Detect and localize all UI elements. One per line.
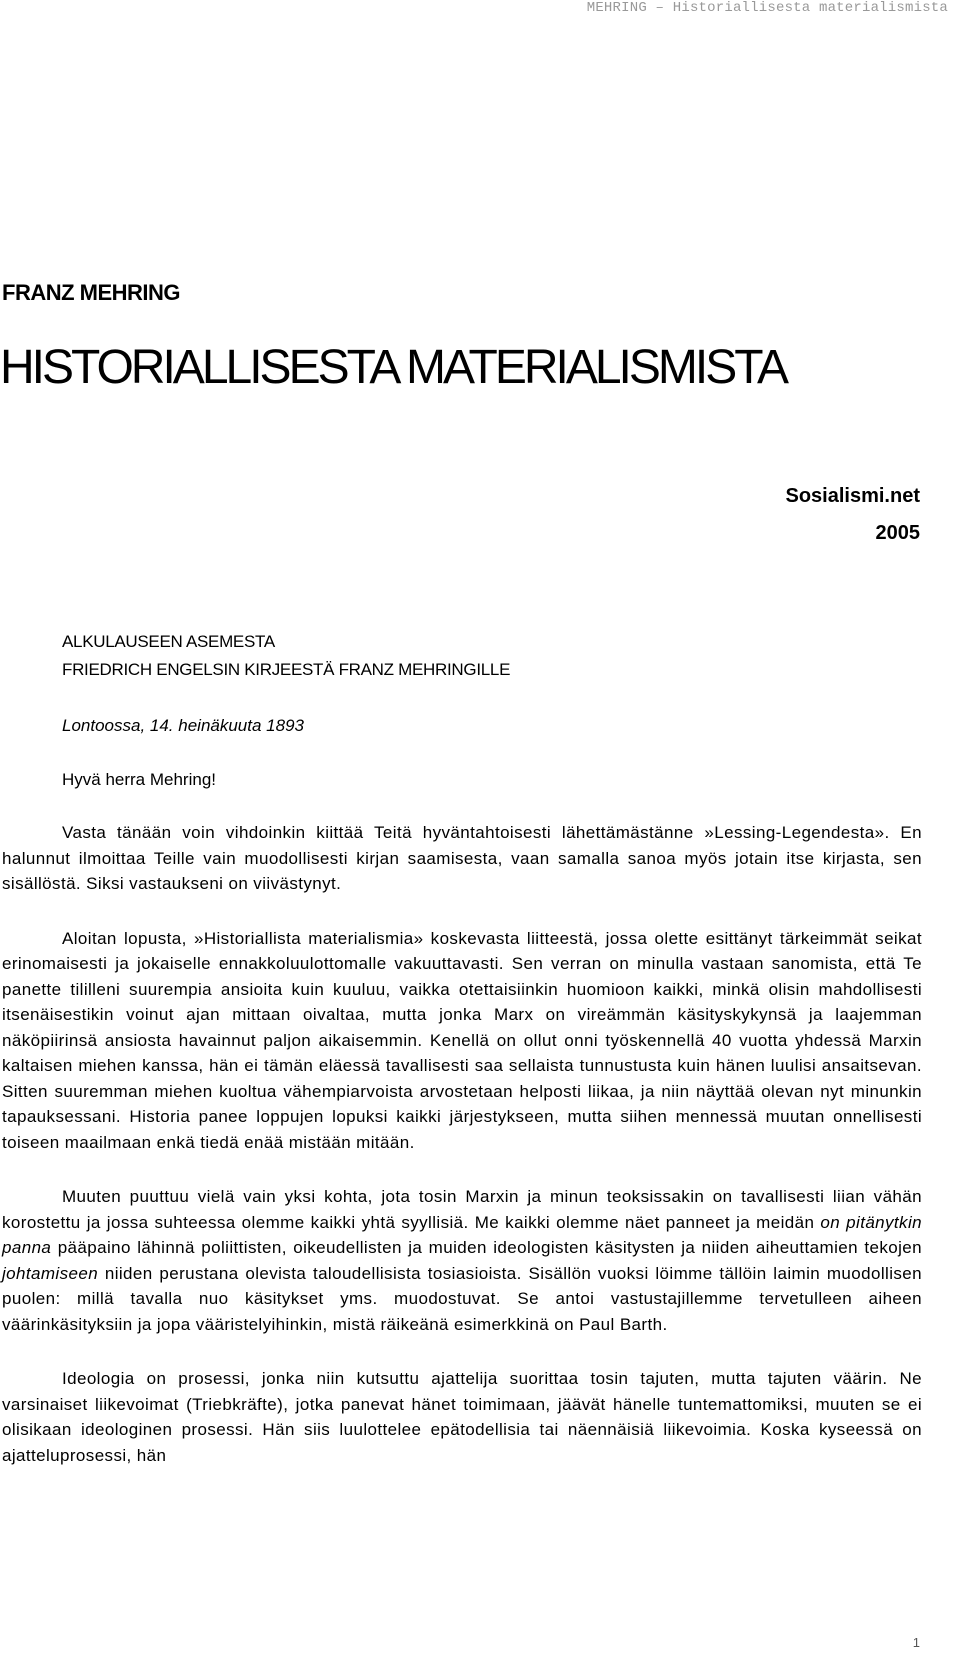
section-subheading: FRIEDRICH ENGELSIN KIRJEESTÄ FRANZ MEHRINGILLE — [62, 660, 511, 679]
paragraph-3 — [2, 1184, 922, 1337]
paragraph-2: Aloitan lopusta, »Historiallista materialismia» koskevasta liitteestä, jossa olette esittänyt tärkeimmät seikat erinomaisesti ja jokaiselle ennakkoluulottomalle vakuuttavasti. Sen verran on minulla vastaan sanomista, että Te panette tililleni suurempia ansioita kuin kuuluu, vaikka otettaisiinkin huomioon kaikki, minkä olisin mahdollisesti itsenäisestikin voinut ajan mittaan oivaltaa, mutta jonka Marx on vireämmän käsityskykynsä ja laajemman näköpiirinsä ansiosta havainnut paljon aikaisemmin. Kenellä on ollut onni työskennellä 40 vuotta yhdessä Marxin kaltaisen miehen kanssa, hän ei tämän eläessä tavallisesti saa sellaista tunnustusta kuin hänen luulisi ansaitsevan. Sitten suuremman miehen kuoltua vähempiarvoista arvostetaan helposti liikaa, ja niin näyttää olevan nyt minunkin tapauksessani. Historia panee loppujen lopuksi kaikki järjestykseen, mutta siihen mennessä muutan onnellisesti toiseen maailmaan enkä tiedä enää mistään mitään. — [2, 928, 922, 1152]
paragraph-3-emphasis-2: johtamiseen — [2, 1263, 99, 1283]
paragraph-3-text-c: niiden perustana olevista taloudellisista tosiasioista. Sisällön vuoksi löimme tällöin laimin muodollisen puolen: millä tavalla nuo käsitykset yms. muodostuvat. Se antoi vastustajillemme tervetulleen aiheen väärinkäsityksiin ja jopa vääristelyihinkin, mistä räikeänä esimerkkinä on Paul Barth. — [2, 1263, 922, 1334]
document-title: HISTORIALLISESTA MATERIALISMISTA — [0, 341, 786, 394]
publisher-name: Sosialismi.net — [785, 485, 920, 507]
paragraph-3-emphasis-1: on pitänytkin panna — [2, 1212, 922, 1257]
paragraph-3-text-a: Muuten puuttuu vielä vain yksi kohta, jota tosin Marxin ja minun teoksissakin on tavallisesti liian vähän korostettu ja jossa suhteessa olemme kaikki yhtä syyllisiä. Me kaikki olemme näet panneet ja meidän — [2, 1187, 922, 1232]
paragraph-1: Vasta tänään voin vihdoinkin kiittää Teitä hyväntahtoisesti lähettämästänne »Lessing-Legendesta». En halunnut ilmoittaa Teille vain muodollisesti kirjan saamisesta, vaan samalla sanoa myös jotain itse kirjasta, sen sisällöstä. Siksi vastaukseni on viivästynyt. — [2, 823, 922, 893]
letter-dateline: Lontoossa, 14. heinäkuuta 1893 — [62, 716, 304, 735]
page-number: 1 — [912, 1635, 920, 1650]
letter-salutation: Hyvä herra Mehring! — [62, 770, 217, 789]
paragraph-3-text-b: pääpaino lähinnä poliittisten, oikeudellisten ja muiden ideologisten käsitysten ja niiden aiheuttamien tekojen — [51, 1238, 922, 1257]
paragraph-4: Ideologia on prosessi, jonka niin kutsuttu ajattelija suorittaa tosin tajuten, mutta tajuten väärin. Ne varsinaiset liikevoimat (Triebkräfte), jotka panevat hänet toimimaan, jäävät hänelle tuntemattomiksi, muuten se ei olisikaan ideologinen prosessi. Hän siis luulottelee epätodellisia tai näennäisiä liikevoimia. Koska kyseessä on ajatteluprosessi, hän — [2, 1369, 922, 1465]
author-name: FRANZ MEHRING — [2, 280, 181, 305]
running-header: MEHRING – Historiallisesta materialismista — [586, 0, 948, 16]
letter-body — [2, 820, 922, 1497]
section-heading: ALKULAUSEEN ASEMESTA — [62, 632, 275, 651]
publication-year: 2005 — [875, 522, 920, 544]
